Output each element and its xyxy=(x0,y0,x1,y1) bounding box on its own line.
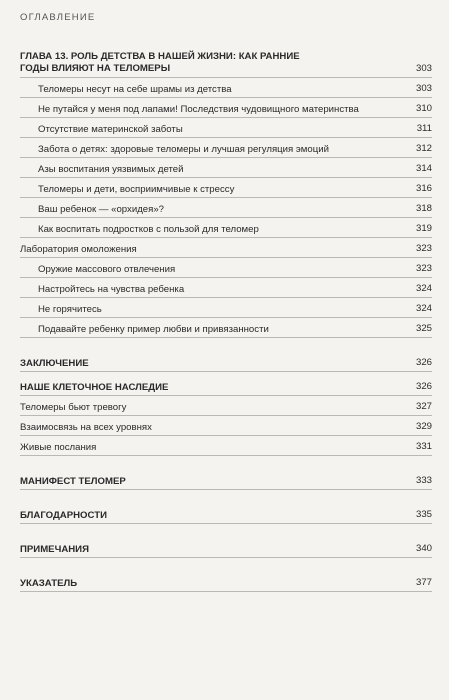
toc-entry-chapter-13[interactable] xyxy=(20,48,432,78)
toc-entry-page: 329 xyxy=(415,421,432,432)
toc-entry[interactable] xyxy=(20,416,432,436)
toc-entry-title: Теломеры бьют тревогу xyxy=(20,402,127,413)
toc-entry-cellular-legacy[interactable] xyxy=(20,376,432,396)
toc-entry[interactable] xyxy=(20,298,432,318)
toc-entry-title: Теломеры и дети, восприимчивые к стрессу xyxy=(38,184,235,195)
toc-entry-title: БЛАГОДАРНОСТИ xyxy=(20,510,107,521)
toc-entry-title: Не путайся у меня под лапами! Последствия чудовищного материнства xyxy=(38,104,359,115)
toc-entry-page: 326 xyxy=(415,381,432,392)
toc-entry-page: 377 xyxy=(415,577,432,588)
toc-entry[interactable] xyxy=(20,318,432,338)
toc-entry-page: 314 xyxy=(415,163,432,174)
toc-entry-title: Забота о детях: здоровые теломеры и лучшая регуляция эмоций xyxy=(38,144,329,155)
toc-entry-manifesto[interactable] xyxy=(20,470,432,490)
toc-entry-title: Теломеры несут на себе шрамы из детства xyxy=(38,84,232,95)
toc-entry-page: 316 xyxy=(415,183,432,194)
toc-entry-page: 340 xyxy=(415,543,432,554)
toc-entry-page: 310 xyxy=(415,103,432,114)
toc-entry-notes[interactable] xyxy=(20,538,432,558)
toc-entry-title: МАНИФЕСТ ТЕЛОМЕР xyxy=(20,476,126,487)
toc-entry-title: Оружие массового отвлечения xyxy=(38,264,176,275)
toc-entry-title: Азы воспитания уязвимых детей xyxy=(38,164,184,175)
toc-entry[interactable] xyxy=(20,158,432,178)
toc-entry[interactable] xyxy=(20,396,432,416)
toc-entry-title: УКАЗАТЕЛЬ xyxy=(20,578,78,589)
toc-entry-title: Взаимосвязь на всех уровнях xyxy=(20,422,152,433)
toc-entry[interactable] xyxy=(20,218,432,238)
toc-entry-title: Не горячитесь xyxy=(38,304,102,315)
toc-entry-title: НАШЕ КЛЕТОЧНОЕ НАСЛЕДИЕ xyxy=(20,382,169,393)
toc-entry-page: 335 xyxy=(415,509,432,520)
toc-entry-page: 327 xyxy=(415,401,432,412)
toc-entry-page: 311 xyxy=(416,123,432,134)
toc-entry[interactable] xyxy=(20,258,432,278)
toc-entry-index[interactable] xyxy=(20,572,432,592)
toc-entry-page: 319 xyxy=(415,223,432,234)
toc-entry-title: ЗАКЛЮЧЕНИЕ xyxy=(20,358,89,369)
toc-entry-acknowledgements[interactable] xyxy=(20,504,432,524)
toc-entry-page: 325 xyxy=(415,323,432,334)
toc-entry[interactable] xyxy=(20,98,432,118)
toc-entry-page: 324 xyxy=(415,303,432,314)
table-of-contents xyxy=(20,48,432,592)
toc-entry-title: Настройтесь на чувства ребенка xyxy=(38,284,185,295)
toc-entry-title: Ваш ребенок — «орхидея»? xyxy=(38,204,164,215)
toc-entry-page: 324 xyxy=(415,283,432,294)
toc-entry-page: 312 xyxy=(415,143,432,154)
toc-entry-conclusion[interactable] xyxy=(20,352,432,372)
toc-entry-title: ПРИМЕЧАНИЯ xyxy=(20,544,89,555)
toc-entry-title: Лаборатория омоложения xyxy=(20,244,137,255)
toc-entry[interactable] xyxy=(20,278,432,298)
toc-entry-title: Отсутствие материнской заботы xyxy=(38,124,183,135)
toc-entry-title: ГЛАВА 13. РОЛЬ ДЕТСТВА В НАШЕЙ ЖИЗНИ: КАК РАННИЕ ГОДЫ ВЛИЯЮТ НА ТЕЛОМЕРЫ xyxy=(20,51,300,74)
toc-entry-page: 303 xyxy=(415,63,432,74)
toc-entry-page: 303 xyxy=(415,83,432,94)
toc-entry-title: Подавайте ребенку пример любви и привязанности xyxy=(38,324,269,335)
toc-entry-page: 326 xyxy=(415,357,432,368)
toc-entry[interactable] xyxy=(20,118,432,138)
toc-entry-page: 331 xyxy=(415,441,432,452)
toc-entry[interactable] xyxy=(20,238,432,258)
toc-entry-page: 333 xyxy=(415,475,432,486)
toc-entry[interactable] xyxy=(20,178,432,198)
toc-entry-title: Как воспитать подростков с пользой для теломер xyxy=(38,224,259,235)
toc-entry-page: 323 xyxy=(415,243,432,254)
toc-entry[interactable] xyxy=(20,78,432,98)
toc-entry-page: 318 xyxy=(415,203,432,214)
toc-entry[interactable] xyxy=(20,198,432,218)
toc-entry[interactable] xyxy=(20,436,432,456)
toc-entry[interactable] xyxy=(20,138,432,158)
toc-entry-title: Живые послания xyxy=(20,442,97,453)
toc-entry-page: 323 xyxy=(415,263,432,274)
section-header: ОГЛАВЛЕНИЕ xyxy=(20,12,96,23)
